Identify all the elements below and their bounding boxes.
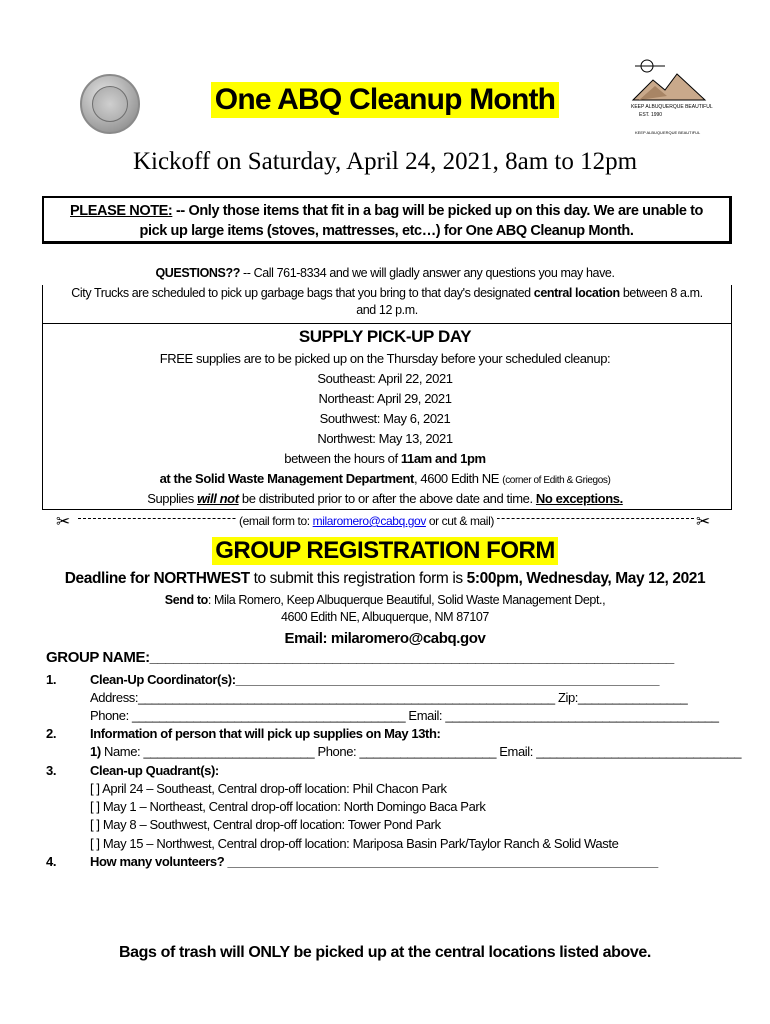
supply-date-northeast: Northeast: April 29, 2021 (318, 391, 452, 406)
item-number: 3. (46, 763, 57, 778)
quadrant-southeast[interactable]: [ ] April 24 – Southeast, Central drop-off location: Phil Chacon Park (90, 781, 447, 796)
scissors-icon: ✂ (56, 512, 70, 531)
trucks-text-a: City Trucks are scheduled to pick up garbage bags that you bring to that day's designated (71, 286, 534, 300)
item-number: 4. (46, 854, 57, 869)
please-note-box (42, 196, 732, 244)
hours-text: between the hours of (284, 451, 401, 466)
footer-note: Bags of trash will ONLY be picked up at the central locations listed above. (119, 944, 651, 961)
address-field[interactable]: Address:_____________________________________________________________ Zip:________________ (90, 690, 688, 705)
cut-text-b: or cut & mail) (425, 514, 494, 528)
quadrant-northeast[interactable]: [ ] May 1 – Northeast, Central drop-off location: North Domingo Baca Park (90, 799, 486, 814)
page-title: One ABQ Cleanup Month (211, 82, 559, 118)
supply-intro: FREE supplies are to be picked up on the Thursday before your scheduled cleanup: (159, 351, 611, 366)
quadrant-northwest[interactable]: [ ] May 15 – Northwest, Central drop-off location: Mariposa Basin Park/Taylor Ranch & Solid Waste (90, 836, 619, 851)
questions-line (0, 266, 770, 280)
supply-warning (0, 491, 770, 506)
deadline-a: Deadline for (64, 570, 154, 587)
coordinator-field[interactable]: Clean-Up Coordinator(s):______________________________________________________________ (90, 672, 660, 687)
note-line1: -- Only those items that fit in a bag will be picked up on this day. We are unable to (172, 203, 703, 219)
logo-name: KEEP ALBUQUERQUE BEAUTIFUL (631, 104, 713, 110)
pickup-info-label: Information of person that will pick up supplies on May 13th: (90, 726, 441, 741)
questions-text: -- Call 761-8334 and we will gladly answer any questions you may have. (239, 266, 615, 280)
questions-label: QUESTIONS?? (155, 266, 240, 280)
cut-text-a: (email form to: (239, 514, 313, 528)
kickoff-line: Kickoff on Saturday, April 24, 2021, 8am to 12pm (132, 148, 638, 175)
warn-exceptions: No exceptions. (535, 491, 623, 506)
location-text: , 4600 Edith NE (413, 471, 503, 486)
location-corner: (corner of Edith & Griegos) (502, 475, 611, 486)
pickup-field[interactable]: Name: _________________________ Phone: ____________________ Email: ______________________________ (100, 744, 742, 759)
warn-a: Supplies (147, 491, 198, 506)
supply-title: SUPPLY PICK-UP DAY (298, 327, 472, 346)
deadline-c: to submit this registration form is (249, 570, 467, 587)
email-link[interactable]: milaromero@cabq.gov (312, 514, 426, 528)
note-label: PLEASE NOTE: (70, 203, 173, 219)
hours-bold: 11am and 1pm (400, 451, 486, 466)
quadrant-southwest[interactable]: [ ] May 8 – Southwest, Central drop-off location: Tower Pond Park (90, 817, 441, 832)
pickup-number: 1) (90, 744, 101, 759)
supply-location (0, 471, 770, 486)
logo-est: EST. 1990 (639, 112, 663, 118)
quadrant-label: Clean-up Quadrant(s): (90, 763, 219, 778)
trucks-text-b: between 8 a.m. (619, 286, 703, 300)
supply-hours (0, 451, 770, 466)
supply-date-northwest: Northwest: May 13, 2021 (317, 431, 453, 446)
trucks-central: central location (533, 286, 620, 300)
scissors-icon: ✂ (696, 512, 710, 531)
cut-instructions (236, 514, 497, 528)
send-line2: 4600 Edith NE, Albuquerque, NM 87107 (281, 610, 489, 624)
supply-date-southwest: Southwest: May 6, 2021 (319, 411, 451, 426)
item-number: 2. (46, 726, 57, 741)
logo-tagline: KEEP ALBUQUERQUE BEAUTIFUL (635, 130, 701, 135)
location-bold: at the Solid Waste Management Department (159, 471, 414, 486)
volunteers-field[interactable]: How many volunteers? _______________________________________________________________ (90, 854, 658, 869)
deadline-region: NORTHWEST (153, 570, 250, 587)
phone-email-field[interactable]: Phone: ________________________________________ Email: ________________________________________ (90, 708, 719, 723)
cut-line (56, 514, 716, 530)
send-label: Send to (164, 593, 208, 607)
note-line2: pick up large items (stoves, mattresses, etc…) for One ABQ Cleanup Month. (139, 223, 634, 239)
deadline-line (0, 570, 770, 588)
group-name-field[interactable]: GROUP NAME:__________________________________________________________________ (46, 649, 674, 666)
send-text: : Mila Romero, Keep Albuquerque Beautiful, Solid Waste Management Dept., (207, 593, 606, 607)
item-number: 1. (46, 672, 57, 687)
warn-b: be distributed prior to or after the above date and time. (238, 491, 536, 506)
warn-bold: will not (197, 491, 239, 506)
trucks-info (42, 285, 732, 319)
trucks-line2: and 12 p.m. (356, 303, 418, 317)
deadline-date: 5:00pm, Wednesday, May 12, 2021 (466, 570, 706, 587)
send-to (0, 592, 770, 626)
supply-date-southeast: Southeast: April 22, 2021 (317, 371, 453, 386)
registration-title: GROUP REGISTRATION FORM (212, 537, 558, 565)
contact-email: Email: milaromero@cabq.gov (284, 630, 486, 647)
